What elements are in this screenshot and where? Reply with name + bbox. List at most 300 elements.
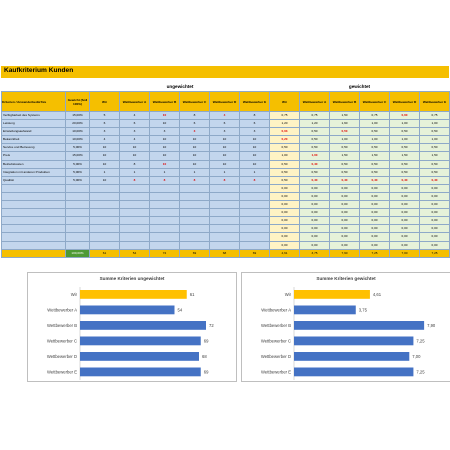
weight-cell[interactable]: [66, 241, 90, 249]
value-label: 69: [203, 338, 209, 344]
unweighted-score-cell[interactable]: [240, 241, 270, 249]
weighted-score-cell[interactable]: 0,50: [390, 160, 420, 168]
weight-cell[interactable]: [66, 233, 90, 241]
column-header[interactable]: Wettbewerber D: [390, 92, 420, 112]
weighted-score-cell[interactable]: 0,40: [360, 176, 390, 184]
weighted-score-cell[interactable]: 1,00: [420, 120, 450, 128]
column-header[interactable]: Wettbewerber E: [420, 92, 450, 112]
weighted-score-cell[interactable]: 0,40: [330, 176, 360, 184]
unweighted-score-cell[interactable]: 6: [120, 120, 150, 128]
weighted-score-cell[interactable]: 0,00: [360, 241, 390, 249]
unweighted-score-cell[interactable]: [90, 209, 120, 217]
criterion-cell[interactable]: Bekanntheit: [2, 136, 66, 144]
criterion-cell[interactable]: [2, 192, 66, 200]
weighted-score-cell[interactable]: 1,60: [330, 120, 360, 128]
total-weighted-cell[interactable]: 7,25: [420, 249, 450, 257]
unweighted-score-cell[interactable]: 8: [240, 112, 270, 120]
weighted-score-cell[interactable]: 0,50: [360, 168, 390, 176]
weighted-score-cell[interactable]: 0,00: [330, 209, 360, 217]
unweighted-score-cell[interactable]: 1: [180, 168, 210, 176]
total-unweighted-cell[interactable]: 54: [120, 249, 150, 257]
weighted-score-cell[interactable]: 0,50: [270, 176, 300, 184]
weighted-score-cell[interactable]: 0,60: [390, 112, 420, 120]
unweighted-score-cell[interactable]: [240, 225, 270, 233]
criterion-cell[interactable]: [2, 241, 66, 249]
total-weight-cell[interactable]: 100,00%: [66, 249, 90, 257]
weighted-score-cell[interactable]: 0,50: [270, 168, 300, 176]
unweighted-score-cell[interactable]: 1: [120, 168, 150, 176]
unweighted-score-cell[interactable]: 6: [180, 120, 210, 128]
total-unweighted-cell[interactable]: 69: [180, 249, 210, 257]
criterion-cell[interactable]: Leistung: [2, 120, 66, 128]
unweighted-score-cell[interactable]: 8: [210, 176, 240, 184]
weighted-score-cell[interactable]: 0,00: [330, 241, 360, 249]
weighted-score-cell[interactable]: 0,40: [300, 176, 330, 184]
unweighted-score-cell[interactable]: 3: [150, 128, 180, 136]
weighted-score-cell[interactable]: 0,00: [270, 241, 300, 249]
unweighted-score-cell[interactable]: [180, 184, 210, 192]
weight-cell[interactable]: 5,00%: [66, 168, 90, 176]
unweighted-score-cell[interactable]: [120, 217, 150, 225]
unweighted-score-cell[interactable]: 10: [240, 160, 270, 168]
weighted-score-cell[interactable]: 1,50: [360, 152, 390, 160]
weighted-score-cell[interactable]: 0,50: [360, 128, 390, 136]
value-label: 69: [203, 369, 209, 375]
weighted-score-cell[interactable]: 0,00: [390, 201, 420, 209]
totals-row: [2, 249, 450, 257]
weighted-score-cell[interactable]: 0,40: [300, 160, 330, 168]
unweighted-score-cell[interactable]: [180, 201, 210, 209]
unweighted-score-cell[interactable]: [90, 201, 120, 209]
column-header[interactable]: Wettbewerber A: [300, 92, 330, 112]
unweighted-score-cell[interactable]: [150, 192, 180, 200]
criterion-cell[interactable]: [2, 225, 66, 233]
weighted-score-cell[interactable]: 0,00: [300, 217, 330, 225]
unweighted-score-cell[interactable]: [150, 225, 180, 233]
value-label: 72: [209, 322, 214, 328]
unweighted-score-cell[interactable]: 10: [210, 136, 240, 144]
table-row: [2, 112, 450, 120]
bar: [80, 368, 201, 377]
totals-label-cell[interactable]: [2, 249, 66, 257]
weight-cell[interactable]: [66, 209, 90, 217]
weighted-score-cell[interactable]: 0,00: [420, 184, 450, 192]
weighted-score-cell[interactable]: 0,00: [360, 217, 390, 225]
unweighted-score-cell[interactable]: [120, 192, 150, 200]
chart-weighted: [241, 272, 450, 382]
weighted-score-cell[interactable]: 1,00: [390, 136, 420, 144]
weighted-score-cell[interactable]: 0,00: [360, 201, 390, 209]
unweighted-score-cell[interactable]: 10: [240, 136, 270, 144]
unweighted-score-cell[interactable]: 3: [180, 128, 210, 136]
total-weighted-cell[interactable]: 7,25: [360, 249, 390, 257]
weighted-score-cell[interactable]: 0,00: [300, 225, 330, 233]
unweighted-score-cell[interactable]: [210, 184, 240, 192]
weighted-score-cell[interactable]: 0,00: [420, 201, 450, 209]
weight-cell[interactable]: 15,00%: [66, 112, 90, 120]
weighted-score-cell[interactable]: 0,00: [390, 209, 420, 217]
unweighted-score-cell[interactable]: [120, 241, 150, 249]
weighted-score-cell[interactable]: 0,75: [360, 112, 390, 120]
weighted-score-cell[interactable]: 0,00: [330, 225, 360, 233]
unweighted-score-cell[interactable]: [210, 225, 240, 233]
bar: [294, 337, 413, 346]
weighted-score-cell[interactable]: 0,50: [330, 160, 360, 168]
weighted-score-cell[interactable]: 0,00: [270, 184, 300, 192]
unweighted-score-cell[interactable]: [240, 217, 270, 225]
column-header[interactable]: Wir: [90, 92, 120, 112]
total-weighted-cell[interactable]: 7,00: [390, 249, 420, 257]
weighted-score-cell[interactable]: 0,00: [270, 217, 300, 225]
weighted-score-cell[interactable]: 0,50: [390, 168, 420, 176]
value-label: 7,90: [427, 322, 436, 328]
unweighted-score-cell[interactable]: 1: [240, 168, 270, 176]
column-header[interactable]: Wettbewerber B: [150, 92, 180, 112]
unweighted-score-cell[interactable]: [150, 201, 180, 209]
unweighted-score-cell[interactable]: 10: [150, 160, 180, 168]
unweighted-score-cell[interactable]: 6: [210, 120, 240, 128]
criterion-cell[interactable]: Preis: [2, 152, 66, 160]
total-unweighted-cell[interactable]: 69: [240, 249, 270, 257]
unweighted-score-cell[interactable]: 10: [150, 136, 180, 144]
unweighted-score-cell[interactable]: 10: [210, 160, 240, 168]
unweighted-score-cell[interactable]: [150, 241, 180, 249]
unweighted-score-cell[interactable]: [180, 209, 210, 217]
weighted-score-cell[interactable]: 0,50: [360, 160, 390, 168]
total-unweighted-cell[interactable]: 61: [90, 249, 120, 257]
unweighted-score-cell[interactable]: 10: [90, 144, 120, 152]
unweighted-score-cell[interactable]: [210, 217, 240, 225]
weighted-score-cell[interactable]: 0,00: [300, 192, 330, 200]
weighted-score-cell[interactable]: 0,50: [420, 160, 450, 168]
weighted-score-cell[interactable]: 0,75: [270, 112, 300, 120]
unweighted-score-cell[interactable]: [180, 233, 210, 241]
weighted-score-cell[interactable]: 1,50: [330, 112, 360, 120]
criterion-cell[interactable]: Service und Betreuung: [2, 144, 66, 152]
weighted-score-cell[interactable]: 0,50: [420, 128, 450, 136]
value-label: 68: [202, 353, 207, 359]
weighted-score-cell[interactable]: 0,00: [390, 192, 420, 200]
weight-cell[interactable]: 5,00%: [66, 144, 90, 152]
unweighted-score-cell[interactable]: [180, 217, 210, 225]
unweighted-score-cell[interactable]: 4: [120, 112, 150, 120]
column-header[interactable]: Kriterien / Anwenderbedürfnis: [2, 92, 66, 112]
unweighted-score-cell[interactable]: [240, 209, 270, 217]
value-label: 7,00: [412, 353, 421, 359]
unweighted-score-cell[interactable]: 1: [210, 168, 240, 176]
weighted-score-cell[interactable]: 0,40: [390, 176, 420, 184]
criterion-cell[interactable]: [2, 201, 66, 209]
unweighted-score-cell[interactable]: 3: [90, 128, 120, 136]
unweighted-score-cell[interactable]: 10: [210, 144, 240, 152]
weighted-score-cell[interactable]: 0,00: [390, 225, 420, 233]
weighted-score-cell[interactable]: 0,00: [300, 201, 330, 209]
unweighted-score-cell[interactable]: [150, 217, 180, 225]
weighted-score-cell[interactable]: 0,00: [270, 225, 300, 233]
column-header[interactable]: Wettbewerber D: [210, 92, 240, 112]
weighted-score-cell[interactable]: 1,00: [270, 152, 300, 160]
unweighted-score-cell[interactable]: [120, 201, 150, 209]
unweighted-score-cell[interactable]: [180, 192, 210, 200]
unweighted-score-cell[interactable]: 10: [180, 152, 210, 160]
unweighted-score-cell[interactable]: 10: [210, 152, 240, 160]
unweighted-score-cell[interactable]: 10: [90, 160, 120, 168]
unweighted-score-cell[interactable]: [180, 225, 210, 233]
weighted-score-cell[interactable]: 1,00: [420, 136, 450, 144]
weighted-score-cell[interactable]: 1,00: [390, 120, 420, 128]
weight-cell[interactable]: [66, 217, 90, 225]
weighted-score-cell[interactable]: 0,40: [420, 176, 450, 184]
weighted-score-cell[interactable]: 0,00: [360, 233, 390, 241]
weighted-score-cell[interactable]: 0,50: [330, 168, 360, 176]
weight-cell[interactable]: [66, 225, 90, 233]
table-row: [2, 128, 450, 136]
table-row: [2, 192, 450, 200]
weighted-score-cell[interactable]: 0,00: [390, 184, 420, 192]
category-label: Wettbewerber A: [47, 307, 77, 313]
criterion-cell[interactable]: Integration mit anderen Produkten: [2, 168, 66, 176]
bar: [294, 352, 409, 361]
weight-cell[interactable]: 5,00%: [66, 160, 90, 168]
unweighted-score-cell[interactable]: 10: [180, 160, 210, 168]
column-header[interactable]: Wettbewerber E: [240, 92, 270, 112]
column-header[interactable]: Wettbewerber B: [330, 92, 360, 112]
unweighted-score-cell[interactable]: 10: [120, 144, 150, 152]
unweighted-score-cell[interactable]: [90, 225, 120, 233]
unweighted-score-cell[interactable]: [150, 233, 180, 241]
weighted-score-cell[interactable]: 1,50: [420, 152, 450, 160]
category-label: Wettbewerber B: [261, 322, 291, 328]
weighted-score-cell[interactable]: 0,50: [300, 168, 330, 176]
unweighted-score-cell[interactable]: [120, 225, 150, 233]
unweighted-score-cell[interactable]: [210, 241, 240, 249]
criterion-cell[interactable]: [2, 209, 66, 217]
table-row: [2, 201, 450, 209]
weighted-score-cell[interactable]: 0,00: [300, 233, 330, 241]
weighted-score-cell[interactable]: 0,00: [270, 233, 300, 241]
weighted-score-cell[interactable]: 0,75: [420, 112, 450, 120]
column-header[interactable]: Wettbewerber C: [180, 92, 210, 112]
weighted-score-cell[interactable]: 1,00: [300, 152, 330, 160]
weighted-score-cell[interactable]: 0,20: [270, 136, 300, 144]
unweighted-score-cell[interactable]: 3: [210, 128, 240, 136]
weighted-score-cell[interactable]: 0,00: [360, 225, 390, 233]
weighted-score-cell[interactable]: 0,00: [390, 233, 420, 241]
unweighted-score-cell[interactable]: 5: [90, 112, 120, 120]
unweighted-score-cell[interactable]: [150, 184, 180, 192]
weighted-score-cell[interactable]: 0,00: [270, 192, 300, 200]
column-header[interactable]: Wettbewerber C: [360, 92, 390, 112]
weighted-score-cell[interactable]: 0,00: [300, 209, 330, 217]
unweighted-score-cell[interactable]: [210, 233, 240, 241]
unweighted-score-cell[interactable]: 8: [150, 176, 180, 184]
unweighted-score-cell[interactable]: 10: [150, 112, 180, 120]
weighted-score-cell[interactable]: 0,03: [270, 128, 300, 136]
weighted-score-cell[interactable]: 1,20: [270, 120, 300, 128]
bar: [80, 352, 199, 361]
weighted-score-cell[interactable]: 0,50: [390, 128, 420, 136]
unweighted-score-cell[interactable]: [180, 241, 210, 249]
column-header[interactable]: Gewicht (Soll 100%): [66, 92, 90, 112]
weighted-score-cell[interactable]: 0,00: [390, 217, 420, 225]
unweighted-score-cell[interactable]: 10: [180, 144, 210, 152]
unweighted-score-cell[interactable]: 10: [240, 144, 270, 152]
weighted-score-cell[interactable]: 0,50: [270, 160, 300, 168]
column-header[interactable]: Wir: [270, 92, 300, 112]
weighted-score-cell[interactable]: 0,50: [360, 144, 390, 152]
unweighted-score-cell[interactable]: 1: [90, 168, 120, 176]
unweighted-score-cell[interactable]: [90, 184, 120, 192]
unweighted-score-cell[interactable]: [120, 184, 150, 192]
value-label: 4,61: [372, 291, 382, 297]
weight-cell[interactable]: 5,00%: [66, 176, 90, 184]
weighted-score-cell[interactable]: 0,00: [300, 184, 330, 192]
unweighted-score-cell[interactable]: [90, 192, 120, 200]
weighted-score-cell[interactable]: 0,00: [360, 192, 390, 200]
weight-cell[interactable]: [66, 201, 90, 209]
unweighted-score-cell[interactable]: 6: [240, 120, 270, 128]
weighted-score-cell[interactable]: 0,00: [360, 209, 390, 217]
unweighted-score-cell[interactable]: 10: [90, 176, 120, 184]
weighted-score-cell[interactable]: 1,00: [330, 136, 360, 144]
weighted-score-cell[interactable]: 0,00: [360, 184, 390, 192]
unweighted-score-cell[interactable]: 8: [120, 176, 150, 184]
unweighted-score-cell[interactable]: 1: [150, 168, 180, 176]
weighted-score-cell[interactable]: 0,00: [330, 233, 360, 241]
total-weighted-cell[interactable]: 3,75: [300, 249, 330, 257]
unweighted-score-cell[interactable]: 10: [90, 152, 120, 160]
value-label: 7,25: [416, 338, 425, 344]
unweighted-score-cell[interactable]: [240, 201, 270, 209]
weighted-score-cell[interactable]: 0,00: [330, 192, 360, 200]
weighted-score-cell[interactable]: 0,00: [330, 184, 360, 192]
criterion-cell[interactable]: [2, 217, 66, 225]
criterion-cell[interactable]: [2, 233, 66, 241]
unweighted-score-cell[interactable]: 8: [180, 176, 210, 184]
total-unweighted-cell[interactable]: 68: [210, 249, 240, 257]
weight-cell[interactable]: 10,00%: [66, 136, 90, 144]
total-unweighted-cell[interactable]: 72: [150, 249, 180, 257]
weighted-score-cell[interactable]: 0,50: [300, 128, 330, 136]
unweighted-score-cell[interactable]: 4: [120, 136, 150, 144]
unweighted-score-cell[interactable]: 8: [240, 176, 270, 184]
weighted-score-cell[interactable]: 0,00: [420, 241, 450, 249]
weight-cell[interactable]: [66, 192, 90, 200]
weighted-score-cell[interactable]: 0,00: [420, 209, 450, 217]
weighted-score-cell[interactable]: 0,50: [390, 144, 420, 152]
unweighted-score-cell[interactable]: [120, 233, 150, 241]
weighted-score-cell[interactable]: 0,00: [270, 201, 300, 209]
unweighted-score-cell[interactable]: 10: [150, 152, 180, 160]
weighted-score-cell[interactable]: 0,00: [420, 233, 450, 241]
weighted-score-cell[interactable]: 0,50: [420, 168, 450, 176]
unweighted-score-cell[interactable]: 10: [150, 144, 180, 152]
table-row: [2, 168, 450, 176]
unweighted-score-cell[interactable]: 3: [120, 128, 150, 136]
criterion-cell[interactable]: Verfügbarkeit des Systems: [2, 112, 66, 120]
weighted-score-cell[interactable]: 0,00: [420, 192, 450, 200]
total-weighted-cell[interactable]: 7,90: [330, 249, 360, 257]
weighted-score-cell[interactable]: 1,00: [360, 120, 390, 128]
weighted-score-cell[interactable]: 0,00: [300, 241, 330, 249]
total-weighted-cell[interactable]: 4,61: [270, 249, 300, 257]
unweighted-score-cell[interactable]: [210, 209, 240, 217]
weighted-score-cell[interactable]: 1,50: [390, 152, 420, 160]
weighted-score-cell[interactable]: 0,50: [300, 136, 330, 144]
unweighted-score-cell[interactable]: 8: [180, 112, 210, 120]
unweighted-score-cell[interactable]: [240, 233, 270, 241]
category-label: Wir: [284, 291, 291, 297]
weighted-score-cell[interactable]: 0,00: [270, 209, 300, 217]
unweighted-score-cell[interactable]: 10: [180, 136, 210, 144]
unweighted-score-cell[interactable]: 10: [240, 152, 270, 160]
weighted-score-cell[interactable]: 0,50: [330, 144, 360, 152]
unweighted-score-cell[interactable]: 10: [120, 152, 150, 160]
criterion-cell[interactable]: Betriebskosten: [2, 160, 66, 168]
unweighted-score-cell[interactable]: [150, 209, 180, 217]
unweighted-score-cell[interactable]: [120, 209, 150, 217]
table-row: [2, 144, 450, 152]
unweighted-score-cell[interactable]: [240, 184, 270, 192]
weight-cell[interactable]: [66, 184, 90, 192]
unweighted-score-cell[interactable]: [90, 217, 120, 225]
table-row: [2, 176, 450, 184]
unweighted-score-cell[interactable]: 8: [120, 160, 150, 168]
weighted-score-cell[interactable]: 0,50: [300, 144, 330, 152]
criterion-cell[interactable]: [2, 184, 66, 192]
unweighted-score-cell[interactable]: [90, 233, 120, 241]
weighted-score-cell[interactable]: 0,75: [300, 112, 330, 120]
unweighted-score-cell[interactable]: [240, 192, 270, 200]
weighted-score-cell[interactable]: 1,50: [330, 152, 360, 160]
weighted-score-cell[interactable]: 0,00: [390, 241, 420, 249]
unweighted-score-cell[interactable]: 4: [210, 112, 240, 120]
weighted-score-cell[interactable]: 0,00: [420, 225, 450, 233]
weighted-score-cell[interactable]: 0,50: [420, 144, 450, 152]
bar: [80, 306, 175, 315]
unweighted-score-cell[interactable]: [90, 241, 120, 249]
weight-cell[interactable]: 10,00%: [66, 128, 90, 136]
weighted-score-cell[interactable]: 1,20: [300, 120, 330, 128]
category-label: Wettbewerber B: [47, 322, 77, 328]
table-row: [2, 136, 450, 144]
bar: [294, 321, 424, 330]
weighted-score-cell[interactable]: 0,50: [330, 128, 360, 136]
bar: [294, 368, 413, 377]
weighted-score-cell[interactable]: 0,00: [330, 201, 360, 209]
weight-cell[interactable]: 20,00%: [66, 120, 90, 128]
unweighted-score-cell[interactable]: [210, 201, 240, 209]
value-label: 61: [189, 291, 195, 297]
weighted-score-cell[interactable]: 0,00: [420, 217, 450, 225]
unweighted-score-cell[interactable]: 10: [150, 120, 180, 128]
sheet-title-bar: [1, 66, 449, 78]
unweighted-score-cell[interactable]: 3: [240, 128, 270, 136]
group-header-weighted: gewichtet: [270, 83, 449, 92]
criterion-cell[interactable]: Einstellungsaufwand: [2, 128, 66, 136]
weighted-score-cell[interactable]: 1,00: [360, 136, 390, 144]
unweighted-score-cell[interactable]: 4: [90, 136, 120, 144]
column-header[interactable]: Wettbewerber A: [120, 92, 150, 112]
bar-chart-plot: [242, 273, 450, 381]
weighted-score-cell[interactable]: 0,00: [330, 217, 360, 225]
unweighted-score-cell[interactable]: 6: [90, 120, 120, 128]
weight-cell[interactable]: 15,00%: [66, 152, 90, 160]
category-label: Wettbewerber E: [47, 369, 77, 375]
weighted-score-cell[interactable]: 0,50: [270, 144, 300, 152]
unweighted-score-cell[interactable]: [210, 192, 240, 200]
criterion-cell[interactable]: Qualität: [2, 176, 66, 184]
